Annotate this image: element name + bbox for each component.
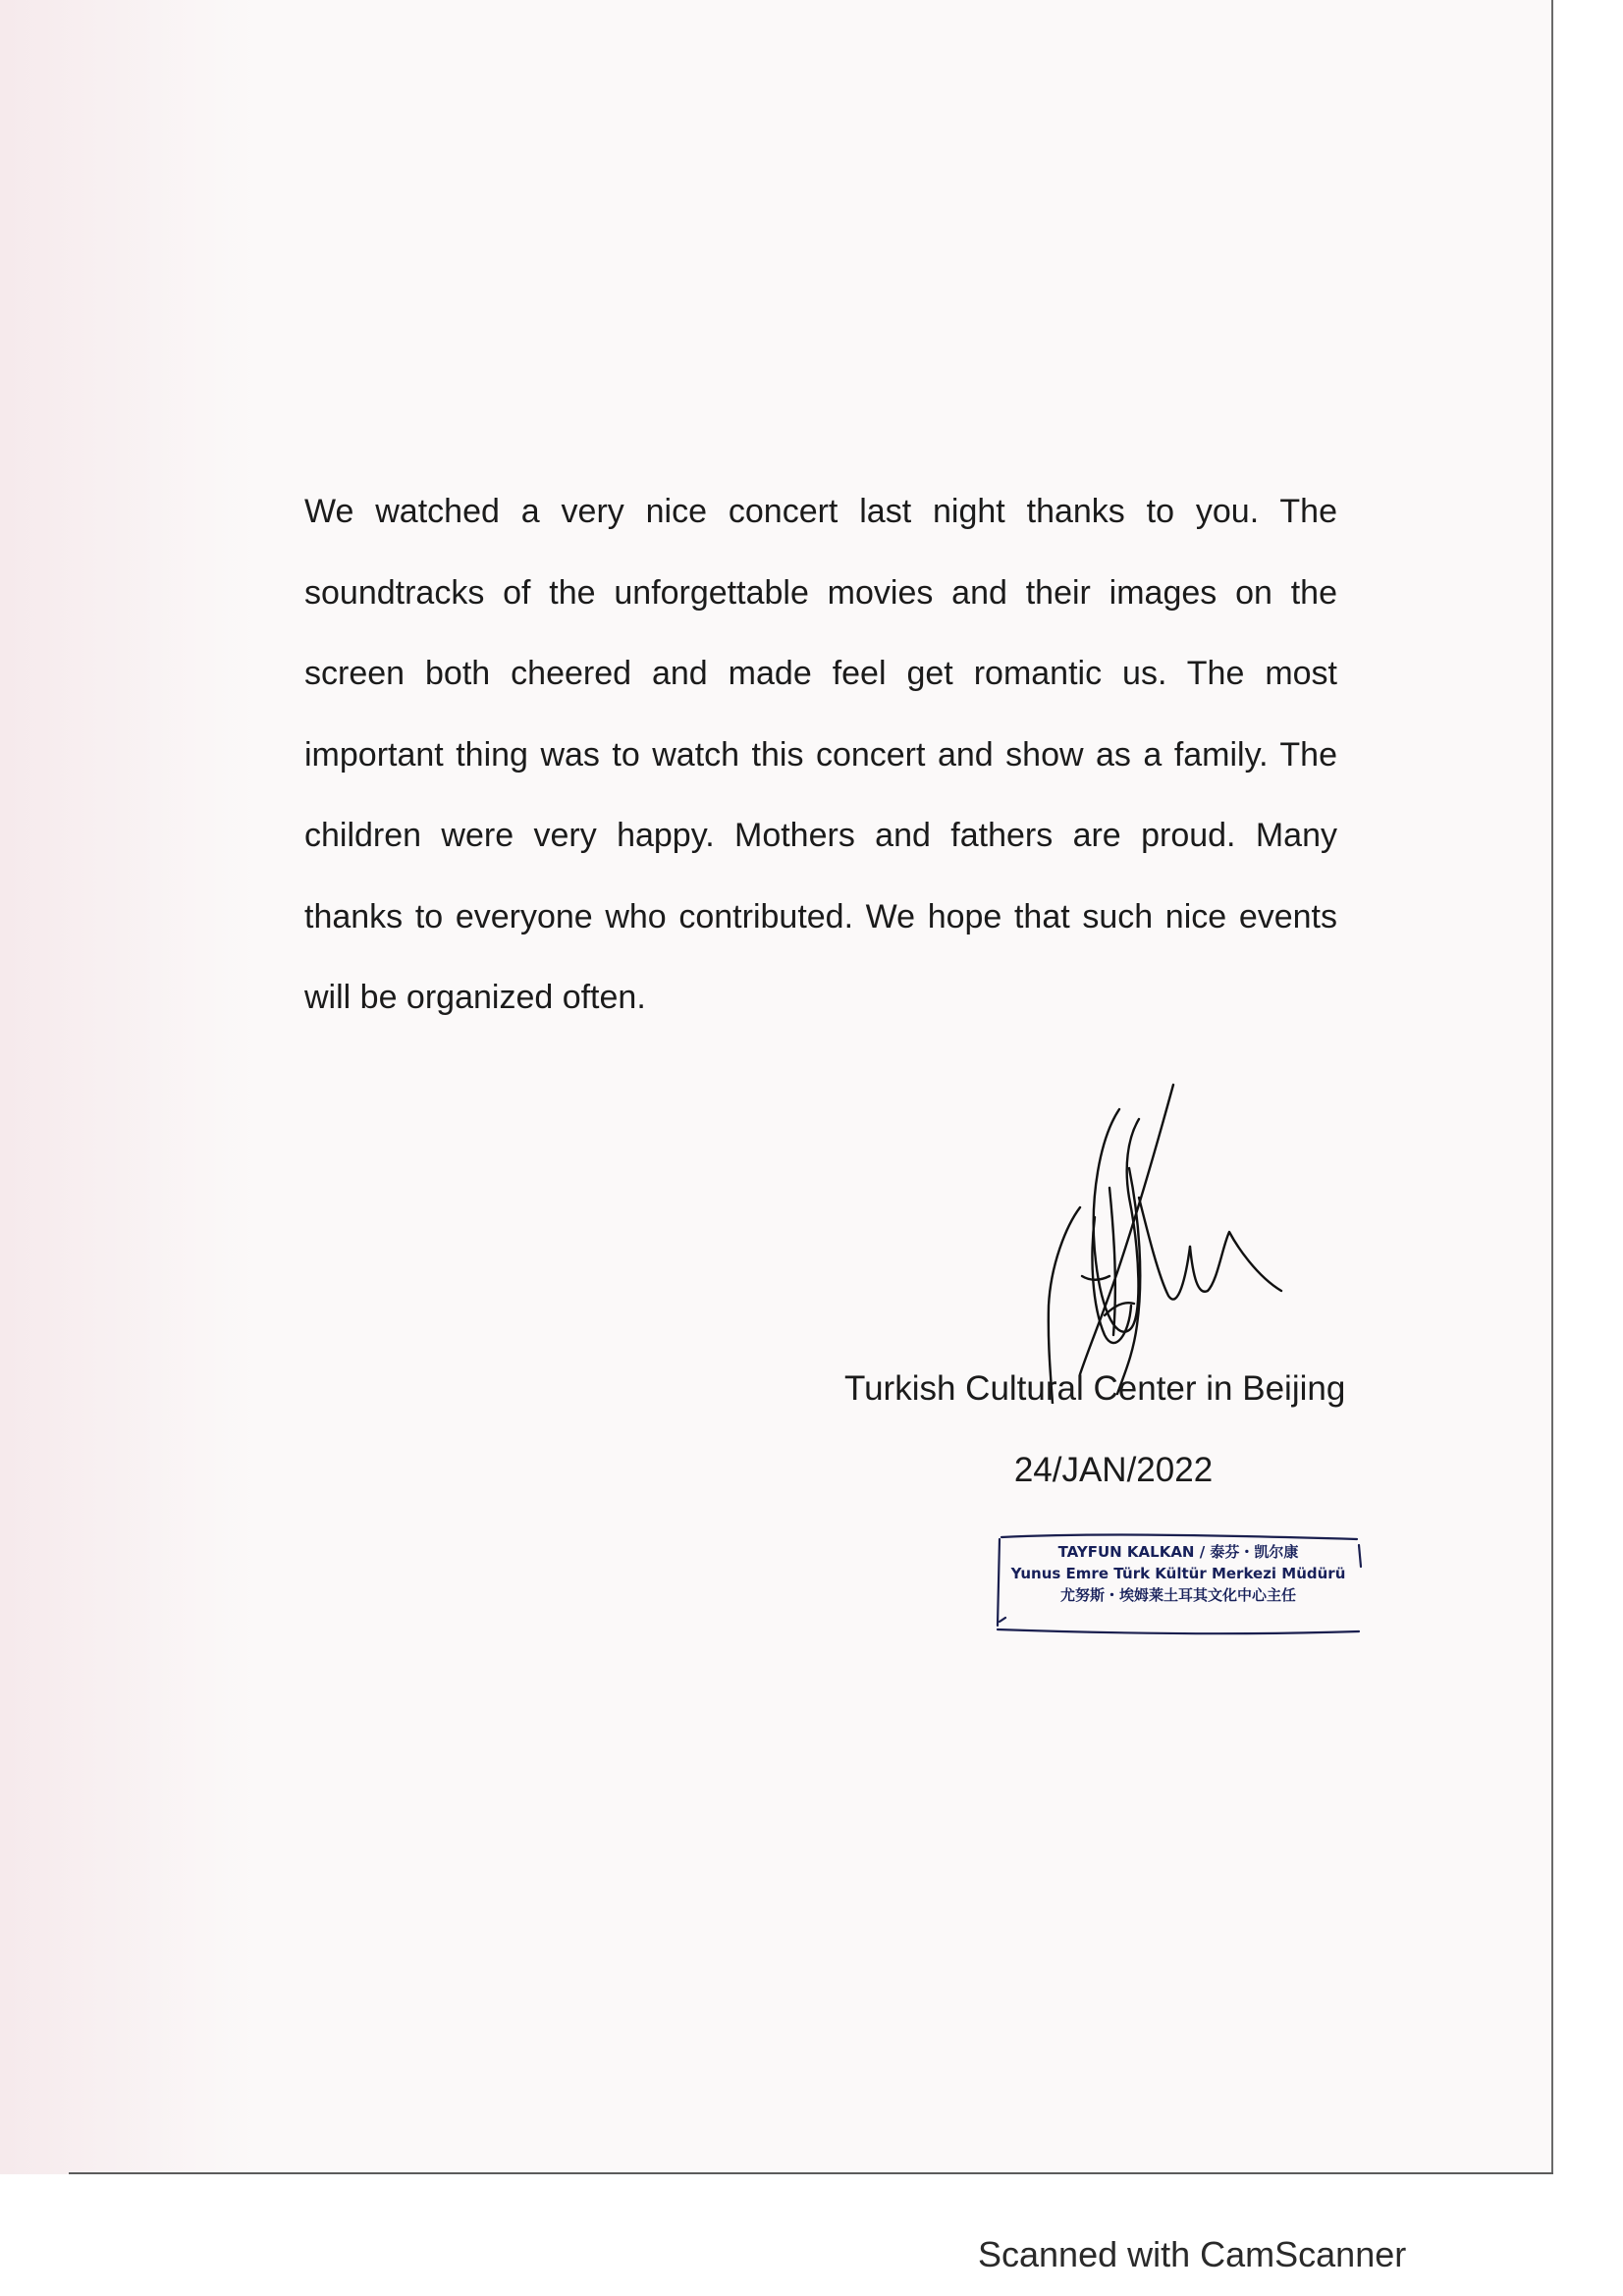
handwritten-signature bbox=[1021, 1080, 1296, 1404]
scanner-watermark: Scanned with CamScanner bbox=[978, 2234, 1407, 2274]
letter-body: We watched a very nice concert last night thanks to you. The soundtracks of the unforgettable movies and their images on the screen both cheered and made feel get romantic us. The most important thing was to watch this concert and show as a family. The children were very happy. Mothers and fathers are proud. Many thanks to everyone who contributed. We hope that such nice events will be organized often. bbox=[304, 493, 1337, 1016]
page-bottom-edge bbox=[69, 2172, 1553, 2174]
stamp-chinese-line: 尤努斯・埃姆莱土耳其文化中心主任 bbox=[1059, 1586, 1296, 1604]
stamp-title-line: Yunus Emre Türk Kültür Merkezi Müdürü bbox=[1010, 1565, 1346, 1582]
official-stamp bbox=[994, 1527, 1363, 1637]
stamp-name-line: TAYFUN KALKAN / 泰芬・凯尔康 bbox=[1057, 1543, 1299, 1561]
letter-date: 24/JAN/2022 bbox=[1013, 1451, 1214, 1489]
organization-name: Turkish Cultural Center in Beijing bbox=[844, 1369, 1346, 1408]
